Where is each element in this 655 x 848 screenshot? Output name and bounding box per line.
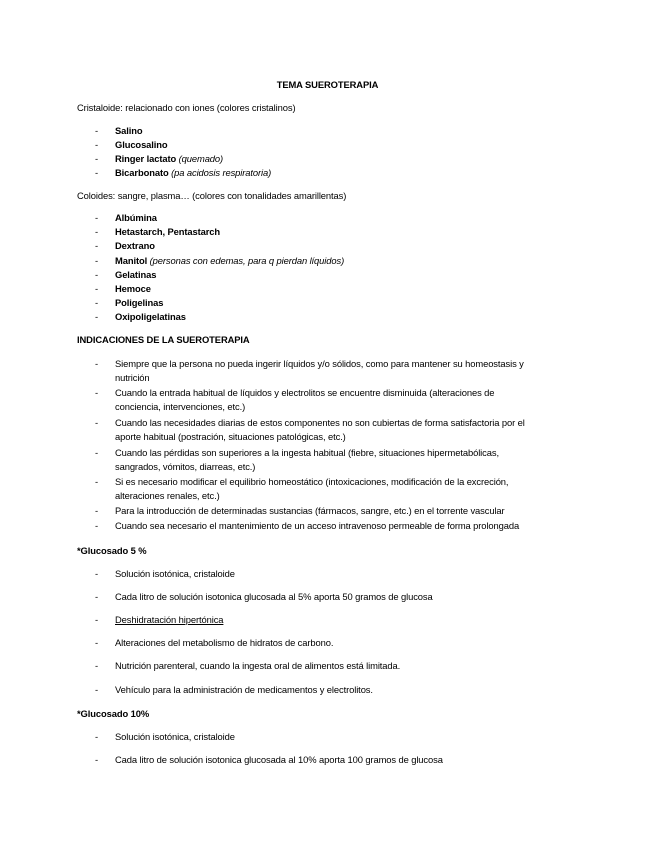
- list-item: Salino: [115, 125, 143, 136]
- list-item: Hemoce: [115, 283, 151, 294]
- list-item: Vehículo para la administración de medicamentos y electrolitos.: [115, 684, 373, 695]
- list-bullet: -: [95, 255, 99, 266]
- list-bullet: -: [95, 660, 99, 671]
- list-item: Deshidratación hipertónica: [115, 614, 224, 625]
- list-item: Cuando sea necesario el mantenimiento de un acceso intravenoso permeable de forma prolongada: [115, 520, 520, 531]
- list-bullet: -: [95, 240, 99, 251]
- list-item-continuation: aporte habitual (postración, situaciones patológicas, etc.): [115, 431, 346, 442]
- list-bullet: -: [95, 614, 99, 625]
- list-bullet: -: [95, 476, 99, 487]
- list-bullet: -: [95, 591, 99, 602]
- list-item: Alteraciones del metabolismo de hidratos de carbono.: [115, 637, 334, 648]
- list-bullet: -: [95, 684, 99, 695]
- list-item: Para la introducción de determinadas sustancias (fármacos, sangre, etc.) en el torrente vascular: [115, 505, 505, 516]
- list-bullet: -: [95, 125, 99, 136]
- list-item-continuation: nutrición: [115, 372, 150, 383]
- list-bullet: -: [95, 153, 99, 164]
- page-title: TEMA SUEROTERAPIA: [276, 79, 379, 90]
- list-bullet: -: [95, 358, 99, 369]
- list-item: Bicarbonato (pa acidosis respiratoria): [115, 167, 272, 178]
- list-item: Manitol (personas con edemas, para q pierdan líquidos): [115, 255, 345, 266]
- list-bullet: -: [95, 731, 99, 742]
- glucosado5-heading: *Glucosado 5 %: [77, 545, 147, 556]
- list-item: Si es necesario modificar el equilibrio homeostático (intoxicaciones, modificación de la excreción,: [115, 476, 509, 487]
- list-item: Poligelinas: [115, 297, 164, 308]
- list-item: Albúmina: [115, 212, 157, 223]
- list-bullet: -: [95, 212, 99, 223]
- list-item: Solución isotónica, cristaloide: [115, 731, 235, 742]
- list-bullet: -: [95, 283, 99, 294]
- list-bullet: -: [95, 226, 99, 237]
- list-item: Cuando la entrada habitual de líquidos y electrolitos se encuentre disminuida (alteraciones de: [115, 387, 495, 398]
- cristaloide-heading: Cristaloide: relacionado con iones (colores cristalinos): [77, 102, 296, 113]
- list-item: Siempre que la persona no pueda ingerir líquidos y/o sólidos, como para mantener su homeostasis y: [115, 358, 524, 369]
- coloides-heading: Coloides: sangre, plasma… (colores con tonalidades amarillentas): [77, 190, 347, 201]
- list-item: Cada litro de solución isotonica glucosada al 10% aporta 100 gramos de glucosa: [115, 754, 443, 765]
- list-bullet: -: [95, 447, 99, 458]
- list-item: Cuando las necesidades diarias de estos componentes no son cubiertas de forma satisfactoria por el: [115, 417, 525, 428]
- list-bullet: -: [95, 754, 99, 765]
- list-bullet: -: [95, 505, 99, 516]
- list-bullet: -: [95, 387, 99, 398]
- list-bullet: -: [95, 568, 99, 579]
- list-item: Oxipoligelatinas: [115, 311, 186, 322]
- list-item: Glucosalino: [115, 139, 168, 150]
- list-bullet: -: [95, 269, 99, 280]
- glucosado10-heading: *Glucosado 10%: [77, 708, 150, 719]
- list-bullet: -: [95, 297, 99, 308]
- list-bullet: -: [95, 520, 99, 531]
- list-item: Cada litro de solución isotonica glucosada al 5% aporta 50 gramos de glucosa: [115, 591, 433, 602]
- list-item: Ringer lactato (quemado): [115, 153, 224, 164]
- list-item-continuation: conciencia, intervenciones, etc.): [115, 401, 246, 412]
- list-bullet: -: [95, 167, 99, 178]
- list-item: Nutrición parenteral, cuando la ingesta oral de alimentos está limitada.: [115, 660, 401, 671]
- list-bullet: -: [95, 139, 99, 150]
- list-item-continuation: alteraciones renales, etc.): [115, 490, 220, 501]
- list-item: Solución isotónica, cristaloide: [115, 568, 235, 579]
- list-item: Gelatinas: [115, 269, 157, 280]
- list-item: Cuando las pérdidas son superiores a la ingesta habitual (fiebre, situaciones hipermetabólicas,: [115, 447, 499, 458]
- indicaciones-heading: INDICACIONES DE LA SUEROTERAPIA: [77, 334, 250, 345]
- list-item-continuation: sangrados, vómitos, diarreas, etc.): [115, 461, 256, 472]
- list-bullet: -: [95, 417, 99, 428]
- list-item: Hetastarch, Pentastarch: [115, 226, 221, 237]
- list-bullet: -: [95, 311, 99, 322]
- list-bullet: -: [95, 637, 99, 648]
- list-item: Dextrano: [115, 240, 155, 251]
